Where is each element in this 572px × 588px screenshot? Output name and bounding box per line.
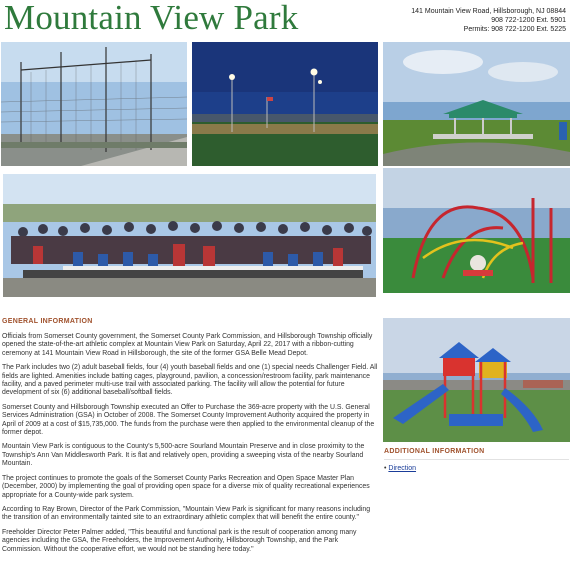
general-information-heading: GENERAL INFORMATION [2,318,93,325]
direction-list-item [384,465,569,472]
permits-text: Permits: 908 722-1200 Ext. 5225 [463,26,566,33]
photo-playground-slides [383,318,570,442]
paragraph-ray-brown-quote: According to Ray Brown, Director of the Park Commission, "Mountain View Park is significant for many reasons including the transition of an environmentally tainted site to an extraordinary athletic complex that will benefit the entire county." [2,505,371,522]
photo-pavilion [383,42,570,166]
address-text: 141 Mountain View Road, Hillsborough, NJ 08844 [411,8,566,15]
bullet-icon: • [384,465,389,472]
photo-lighted-field [192,42,378,166]
contact-info [411,7,566,34]
paragraph-amenities: The Park includes two (2) adult baseball fields, four (4) youth baseball fields and one (1) special needs Challenger Field. All fields are lighted. Amenities include batting cages, playground, pavilion, a concession/restroom facility, park maintenance facility, and a paved perimeter multi-use trail with associated parking. The facility will allow the potential for future development of six (6) additional baseball/softball fields. [2,364,378,397]
photo-play-structure [383,168,570,293]
direction-link[interactable]: Direction [388,465,417,472]
paragraph-location: Mountain View Park is contiguous to the County's 5,500-acre Sourland Mountain Preserve and in close proximity to the Township's Ann Van Middlesworth Park. It is flat and relatively open, providing a sweeping vista of the nearby Sourland Mountain. [2,443,365,468]
paragraph-master-plan: The project continues to promote the goals of the Somerset County Parks Recreation and Open Space Master Plan (December, 2000) by implementing the goal of providing open space for a diverse mix of quality recreational experiences appropriate for a County-wide park system. [2,474,370,499]
photo-ribbon-cutting-crowd [3,174,376,297]
photo-batting-cages [1,42,187,166]
phone-text: 908 722-1200 Ext. 5901 [491,17,566,24]
paragraph-purchase: Somerset County and Hillsborough Township executed an Offer to Purchase the 369-acre property with the U.S. General Services Administration (GSA) in October of 2008. The Somerset County Improvement Authority acquired the property in April of 2009 at a cost of $15,735,000. The funds from the purchase were then applied to the environmental cleanup of the former depot. [2,403,375,437]
paragraph-opening: Officials from Somerset County government, the Somerset County Park Commission, and Hillsborough Township officially opened the state-of-the-art athletic complex at Mountain View Park on Saturday, April 22, 2017 with a ribbon-cutting ceremony at 141 Mountain View Road in Hillsborough, the site of the former GSA Belle Mead Depot. [2,333,373,357]
additional-information-section [384,448,569,472]
additional-information-heading: ADDITIONAL INFORMATION [384,448,569,460]
paragraph-peter-palmer-quote: Freeholder Director Peter Palmer added, "This beautiful and functional park is the result of cooperation among many agencies including the GSA, the Freeholders, the Improvement Authority, Hillsborough Township, and the Park Commission. Without the cooperative effort, we would not be standing here today." [2,528,357,553]
general-information-section [2,318,378,560]
page-title: Mountain View Park [4,0,299,37]
